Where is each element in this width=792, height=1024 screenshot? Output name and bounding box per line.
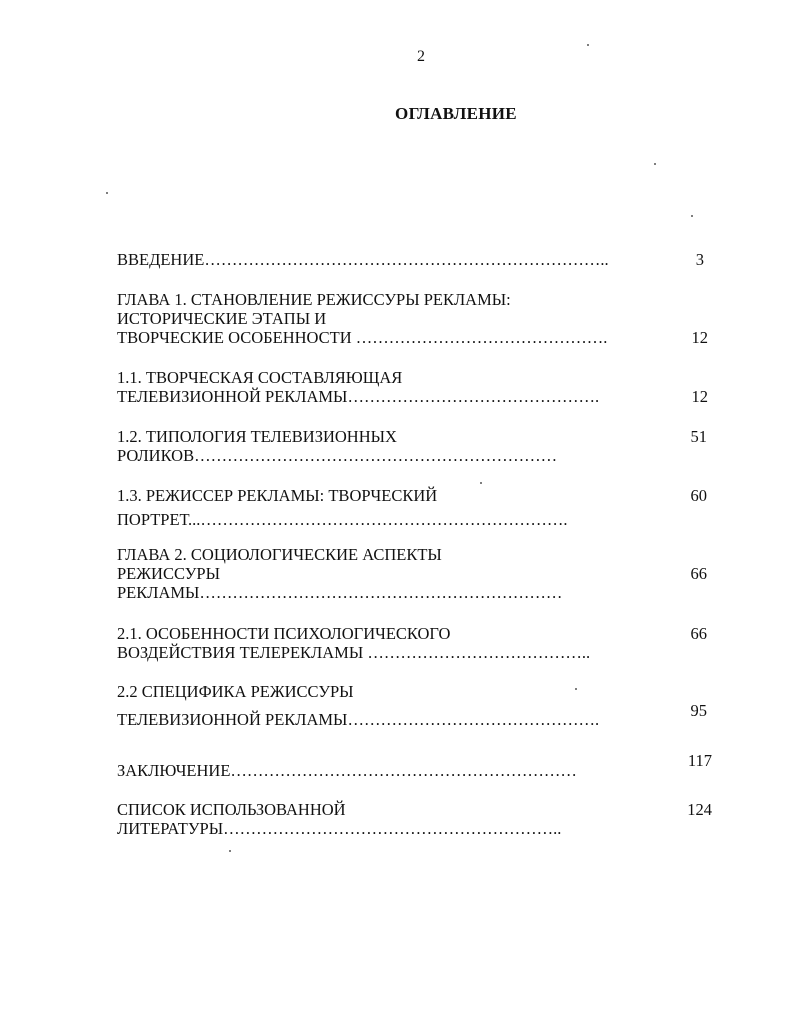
- toc-entry-line: 1.1. ТВОРЧЕСКАЯ СОСТАВЛЯЮЩАЯ: [117, 368, 403, 387]
- toc-entry-page: 12: [691, 387, 708, 406]
- scan-speck: [106, 192, 108, 194]
- toc-entry-page: 66: [690, 564, 707, 583]
- toc-entry-line: 2.1. ОСОБЕННОСТИ ПСИХОЛОГИЧЕСКОГО: [117, 624, 451, 643]
- toc-entry-line: ПОРТРЕТ...………………………………………………………….: [117, 510, 568, 529]
- scan-speck: [229, 850, 231, 852]
- toc-entry-line: ГЛАВА 1. СТАНОВЛЕНИЕ РЕЖИССУРЫ РЕКЛАМЫ:: [117, 290, 511, 309]
- toc-entry-line: ТЕЛЕВИЗИОННОЙ РЕКЛАМЫ……………………………………….: [117, 387, 600, 406]
- page-title: ОГЛАВЛЕНИЕ: [395, 104, 517, 123]
- toc-entry-line: ИСТОРИЧЕСКИЕ ЭТАПЫ И: [117, 309, 327, 328]
- toc-entry-line: 1.2. ТИПОЛОГИЯ ТЕЛЕВИЗИОННЫХ: [117, 427, 397, 446]
- scan-speck: [480, 482, 482, 484]
- toc-entry-page: 124: [687, 800, 712, 819]
- scan-speck: [575, 688, 577, 690]
- toc-entry-page: 66: [690, 624, 707, 643]
- toc-entry-line: ЛИТЕРАТУРЫ……………………………………………………..: [117, 819, 562, 838]
- toc-entry-page: 12: [691, 328, 708, 347]
- toc-entry-line: ТЕЛЕВИЗИОННОЙ РЕКЛАМЫ……………………………………….: [117, 710, 600, 729]
- toc-entry-line: ГЛАВА 2. СОЦИОЛОГИЧЕСКИЕ АСПЕКТЫ: [117, 545, 442, 564]
- toc-entry-line: 1.3. РЕЖИССЕР РЕКЛАМЫ: ТВОРЧЕСКИЙ: [117, 486, 438, 505]
- toc-entry-page: 3: [695, 250, 704, 269]
- toc-entry-line: РЕКЛАМЫ…………………………………………………………: [117, 583, 563, 602]
- toc-entry-line: ВОЗДЕЙСТВИЯ ТЕЛЕРЕКЛАМЫ …………………………………..: [117, 643, 591, 662]
- page-number: 2: [417, 48, 425, 65]
- toc-entry-page: 60: [690, 486, 707, 505]
- scan-speck: [587, 44, 589, 46]
- toc-entry-line: ЗАКЛЮЧЕНИЕ………………………………………………………: [117, 761, 577, 780]
- scan-speck: [691, 215, 693, 217]
- toc-entry-line: ВВЕДЕНИЕ………………………………………………………………..: [117, 250, 609, 269]
- toc-entry-page: 95: [690, 701, 707, 720]
- toc-entry-line: ТВОРЧЕСКИЕ ОСОБЕННОСТИ ……………………………………….: [117, 328, 608, 347]
- toc-entry-page: 51: [690, 427, 707, 446]
- toc-entry-line: СПИСОК ИСПОЛЬЗОВАННОЙ: [117, 800, 346, 819]
- toc-entry-line: 2.2 СПЕЦИФИКА РЕЖИССУРЫ: [117, 682, 354, 701]
- toc-entry-page: 117: [687, 751, 712, 770]
- toc-entry-line: РЕЖИССУРЫ: [117, 564, 220, 583]
- toc-entry-line: РОЛИКОВ…………………………………………………………: [117, 446, 558, 465]
- scan-speck: [654, 163, 656, 165]
